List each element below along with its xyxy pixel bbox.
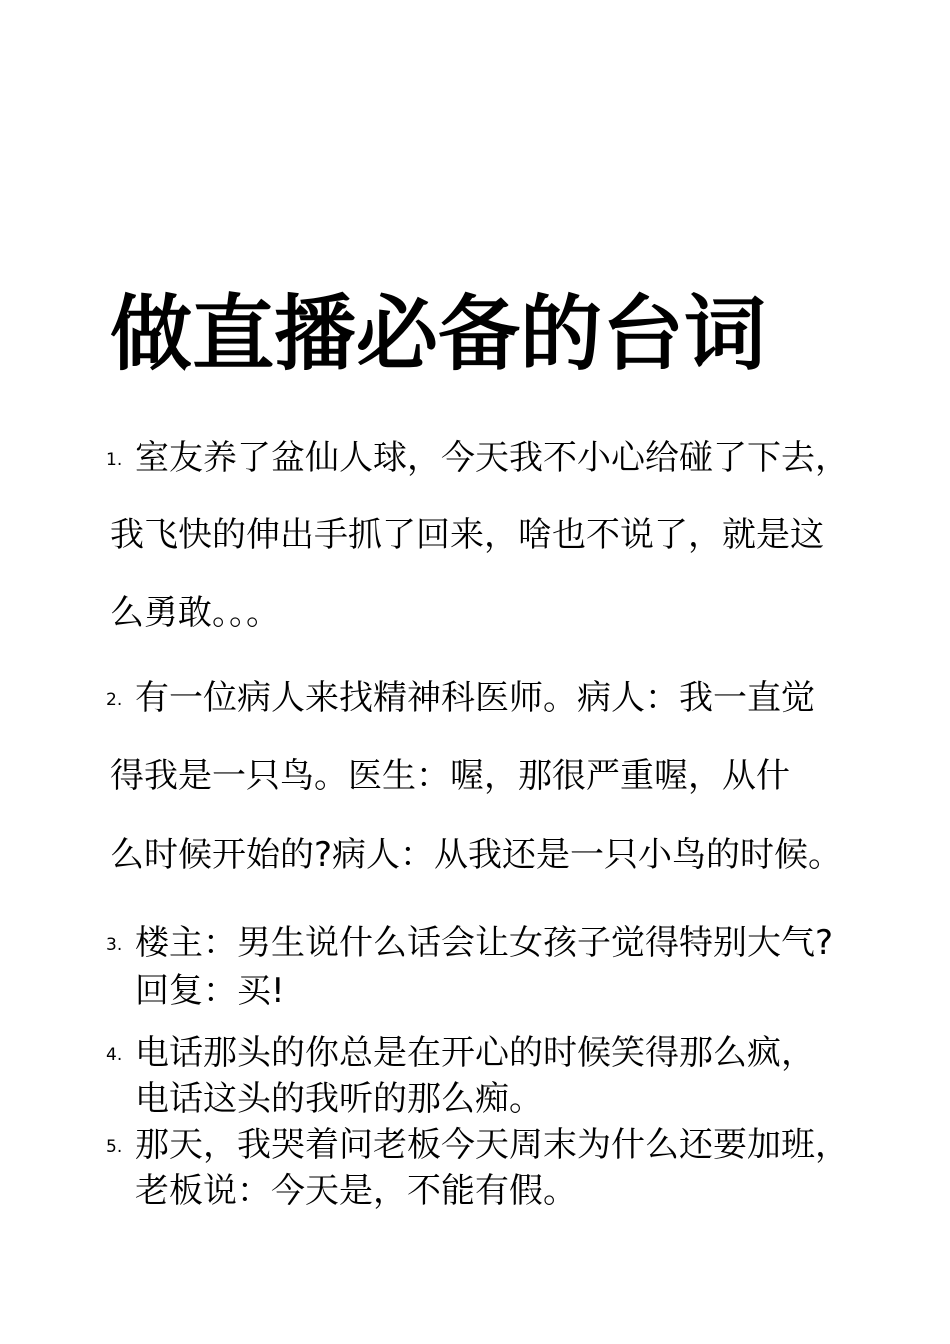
item-number: 5. xyxy=(106,1137,123,1157)
item-line: 么时候开始的?病人：从我还是一只小鸟的时候。 xyxy=(110,835,843,875)
item-number: 2. xyxy=(106,690,123,710)
item-number: 3. xyxy=(106,935,123,955)
item-number: 4. xyxy=(106,1045,123,1065)
item-line: 室友养了盆仙人球，今天我不小心给碰了下去， xyxy=(135,438,849,478)
page-title: 做直播必备的台词 xyxy=(110,287,767,382)
item-line: 回复：买! xyxy=(135,971,285,1011)
item-line: 老板说：今天是，不能有假。 xyxy=(135,1171,577,1211)
item-line: 我飞快的伸出手抓了回来，啥也不说了，就是这 xyxy=(110,515,824,555)
item-line: 电话那头的你总是在开心的时候笑得那么疯， xyxy=(135,1033,815,1073)
item-line: 电话这头的我听的那么痴。 xyxy=(135,1079,543,1119)
item-line: 那天，我哭着问老板今天周末为什么还要加班， xyxy=(135,1125,849,1165)
item-line: 楼主：男生说什么话会让女孩子觉得特别大气? xyxy=(135,923,834,963)
item-line: 得我是一只鸟。医生：喔，那很严重喔，从什 xyxy=(110,756,790,796)
item-line: 有一位病人来找精神科医师。病人：我一直觉 xyxy=(135,678,815,718)
item-line: 么勇敢。。。 xyxy=(110,593,280,633)
item-number: 1. xyxy=(106,450,123,470)
